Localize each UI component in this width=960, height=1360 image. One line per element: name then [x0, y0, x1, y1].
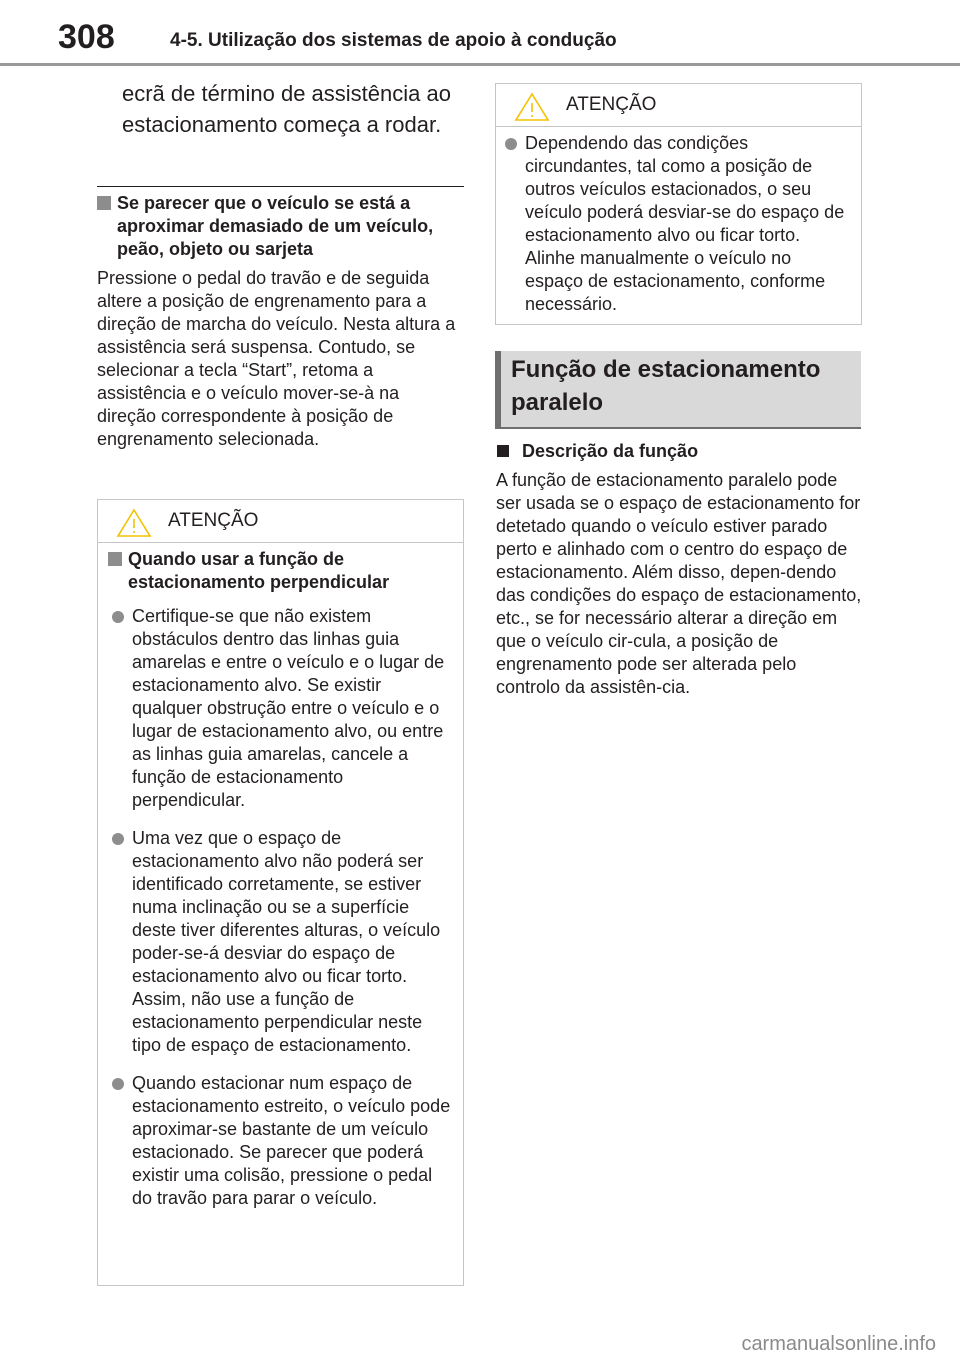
warning-header [98, 500, 463, 543]
warning-box-parallel [495, 83, 862, 325]
subheading-vehicle-approach [97, 192, 459, 261]
square-bullet-icon [97, 196, 111, 210]
circle-bullet-icon [112, 611, 124, 623]
subheading-function-description [497, 440, 859, 463]
circle-bullet-icon [112, 1078, 124, 1090]
warning-subheading-text: Quando usar a função de estacionamento perpendicular [128, 549, 390, 592]
warning-label: ATENÇÃO [168, 510, 259, 531]
section-title: 4-5. Utilização dos sistemas de apoio à condução [170, 30, 617, 51]
divider [97, 186, 464, 187]
square-bullet-icon [108, 552, 122, 566]
warning-bullet-text: Uma vez que o espaço de estacionamento alvo não poderá ser identificado corretamente, se estiver numa inclinação ou se a superfície deste tiver diferentes alturas, o veículo poder-se-á desviar do espaço de estacionamento alvo ou ficar torto. Assim, não use a função de estacionamento perpendicular neste tipo de espaço de estacionamento. [132, 828, 441, 1055]
paragraph-brake-instructions: Pressione o pedal do travão e de seguida altere a posição de engrenamento para a direção de marcha do veículo. Nesta altura a assistência será suspensa. Contudo, se selecionar a tecla “Start”, retoma a assistência e o veículo mover-se-à na direção correspondente à posição de engrenamento selecionada. [97, 268, 456, 449]
section-heading: Função de estacionamento paralelo [511, 356, 821, 416]
warning-header [496, 84, 861, 127]
square-bullet-icon [497, 445, 509, 457]
warning-box-perpendicular [97, 499, 464, 1286]
warning-bullet-text: Certifique-se que não existem obstáculos dentro das linhas guia amarelas e entre o veículo e o lugar de estacionamento alvo. Se existir qualquer obstrução entre o veículo e o lugar de estacionamento alvo, ou entre as linhas guia amarelas, cancele a função de estacionamento perpendicular. [132, 606, 445, 810]
warning-bullet-text: Dependendo das condições circundantes, tal como a posição de outros veículos estacionados, o seu veículo poderá desviar-se do espaço de estacionamento alvo ou ficar torto. Alinhe manualmente o veículo no espaço de estacionamento, conforme necessário. [525, 133, 845, 314]
warning-subheading [108, 548, 451, 594]
watermark: carmanualsonline.info [741, 1333, 936, 1355]
warning-bullet [108, 827, 451, 1057]
paragraph-function-description: A função de estacionamento paralelo pode ser usada se o espaço de estacionamento for detetado quando o veículo estiver parado perto e alinhado com o centro do espaço de estacionamento. Além disso, depen-dendo das condições do espaço de estacionamento, etc., se for necessário alterar a direção em que o veículo cir-cula, a posição de engrenamento pode ser alterada pelo controlo da assistên-cia. [496, 470, 862, 697]
section-heading-bar [495, 351, 861, 429]
lead-text: ecrã de término de assistência ao estacionamento começa a rodar. [122, 81, 451, 137]
warning-bullet [108, 605, 451, 812]
warning-bullet [108, 1072, 451, 1210]
subheading-text: Se parecer que o veículo se está a aproximar demasiado de um veículo, peão, objeto ou sarjeta [117, 193, 434, 259]
page-number: 308 [58, 18, 115, 56]
circle-bullet-icon [505, 138, 517, 150]
warning-triangle-icon [115, 507, 153, 539]
warning-bullet-text: Quando estacionar num espaço de estacionamento estreito, o veículo pode aproximar-se bastante de um veículo estacionado. Se parecer que poderá existir uma colisão, pressione o pedal do travão para parar o veículo. [132, 1073, 451, 1208]
heading-accent [495, 351, 501, 427]
warning-bullet [501, 132, 847, 316]
subheading-text: Descrição da função [522, 441, 699, 461]
circle-bullet-icon [112, 833, 124, 845]
warning-label: ATENÇÃO [566, 94, 657, 115]
warning-triangle-icon [513, 91, 551, 123]
header-rule [0, 63, 960, 66]
